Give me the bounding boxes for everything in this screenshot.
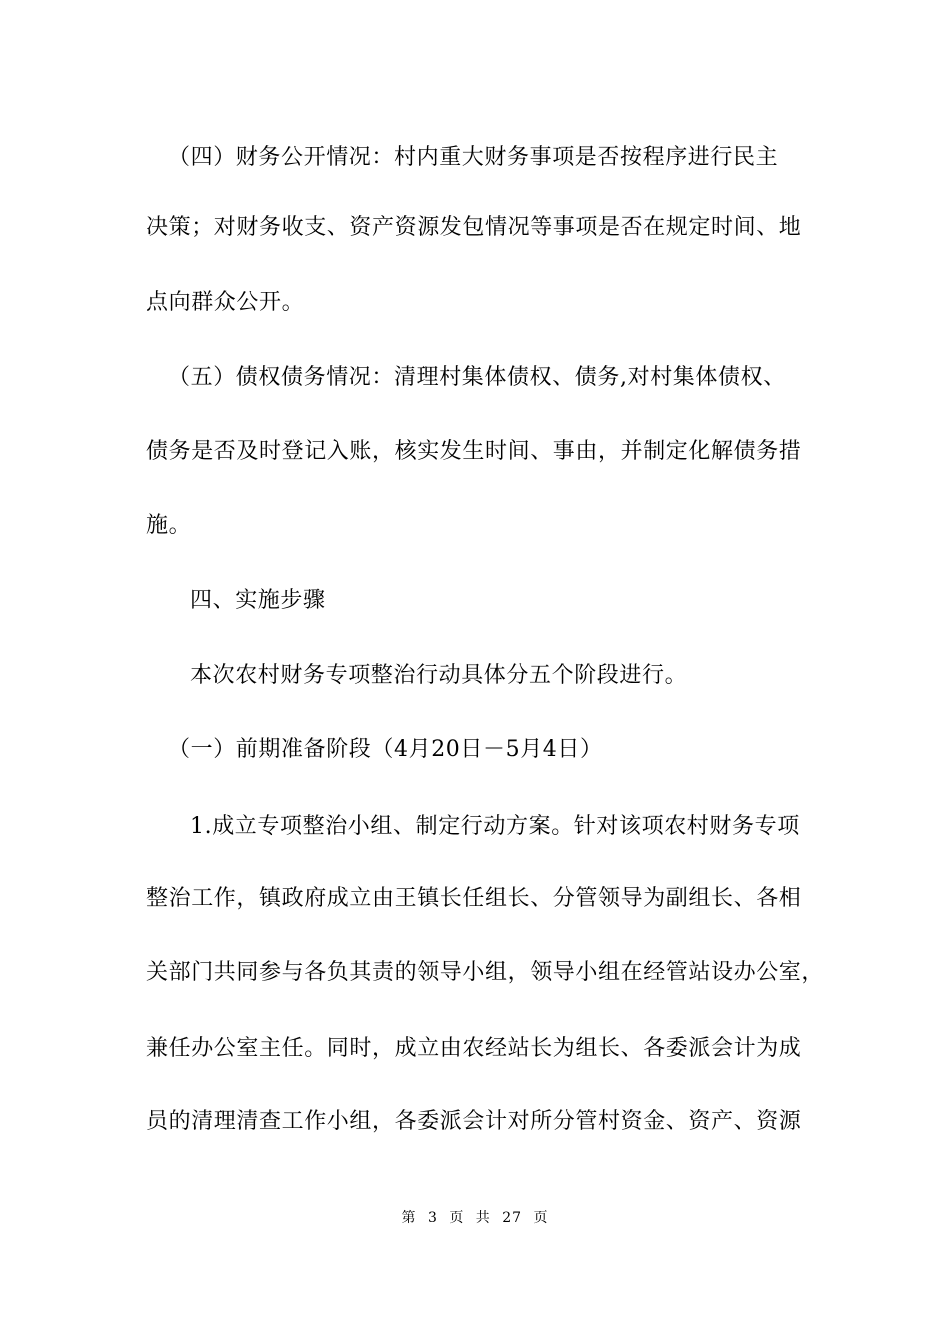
- paragraph-line: （四）财务公开情况：村内重大财务事项是否按程序进行民主: [168, 145, 779, 170]
- footer-total-word: 共: [475, 1210, 491, 1226]
- subsection-heading: （一）前期准备阶段（4月20日－5月4日）: [168, 737, 603, 762]
- paragraph-line: 施。: [146, 513, 192, 538]
- paragraph-line: 整治工作，镇政府成立由王镇长任组长、分管领导为副组长、各相: [146, 886, 802, 911]
- paragraph-line: 兼任办公室主任。同时，成立由农经站长为组长、各委派会计为成: [146, 1036, 802, 1061]
- paragraph-line: 债务是否及时登记入账，核实发生时间、事由，并制定化解债务措: [146, 439, 802, 464]
- paragraph-line: 决策；对财务收支、资产资源发包情况等事项是否在规定时间、地: [146, 215, 802, 240]
- paragraph-line: 本次农村财务专项整治行动具体分五个阶段进行。: [190, 663, 688, 688]
- paragraph-line: 1.成立专项整治小组、制定行动方案。针对该项农村财务专项: [190, 814, 800, 839]
- footer-page-word: 页: [449, 1210, 465, 1226]
- footer-prefix: 第: [401, 1210, 417, 1226]
- section-heading: 四、实施步骤: [190, 588, 326, 613]
- page-footer: [0, 1208, 950, 1228]
- footer-suffix: 页: [533, 1210, 549, 1226]
- current-page-number: 3: [427, 1210, 438, 1226]
- paragraph-line: 点向群众公开。: [146, 290, 305, 315]
- paragraph-line: 关部门共同参与各负其责的领导小组，领导小组在经管站设办公室，: [146, 960, 825, 985]
- paragraph-line: 员的清理清查工作小组，各委派会计对所分管村资金、资产、资源: [146, 1109, 802, 1134]
- total-page-number: 27: [502, 1210, 523, 1226]
- paragraph-line: （五）债权债务情况：清理村集体债权、债务,对村集体债权、: [168, 365, 786, 390]
